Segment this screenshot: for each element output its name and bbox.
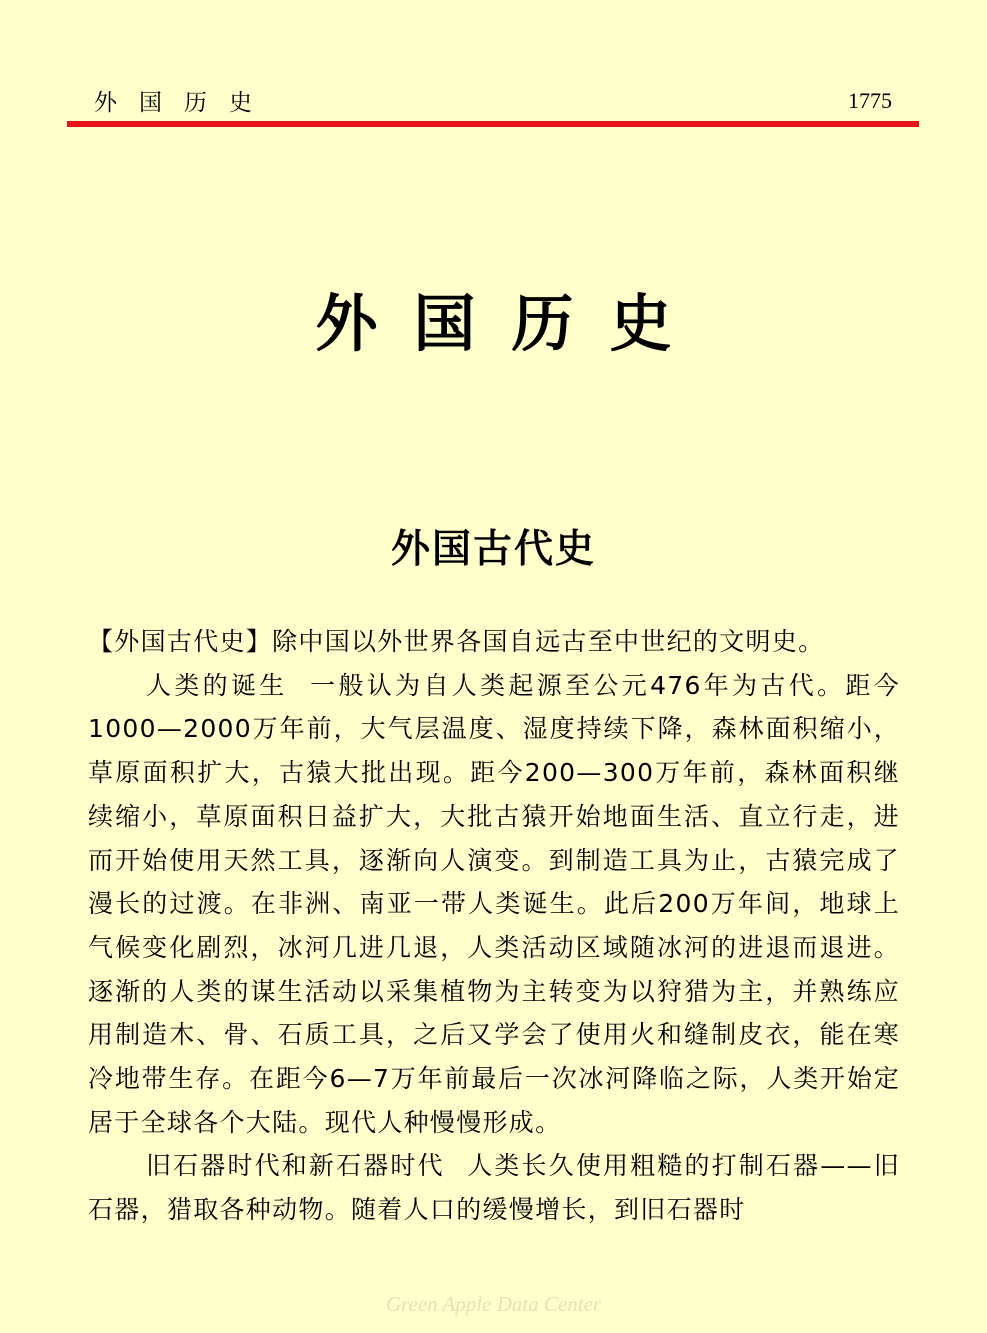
watermark: Green Apple Data Center [385, 1292, 602, 1316]
header-rule [67, 121, 919, 127]
paragraph-term: 旧石器时代和新石器时代 [146, 1151, 445, 1181]
paragraph-text: 人类长久使用粗糙的打制石器——旧石器，猎取各种动物。随着人口的缓慢增长，到旧石器时 [88, 1151, 900, 1225]
paragraph-term: 人类的诞生 [146, 670, 288, 700]
body-text [88, 620, 900, 1232]
running-head-title: 外国历史 [94, 90, 274, 116]
section-title: 外国古代史 [390, 527, 596, 573]
definition-paragraph: 【外国古代史】除中国以外世界各国自远古至中世纪的文明史。 [88, 627, 825, 656]
page-number: 1775 [848, 88, 892, 113]
paragraph-stone-age [88, 1144, 900, 1231]
paragraph-human-origin [88, 664, 900, 1145]
paragraph-text: 一般认为自人类起源至公元476年为古代。距今1000—2000万年前，大气层温度、湿度持续下降，森林面积缩小，草原面积扩大，古猿大批出现。距今200—300万年前，森林面积继续缩小，草原面积日益扩大，大批古猿开始地面生活、直立行走，进而开始使用天然工具，逐渐向人演变。到制造工具为止，古猿完成了漫长的过渡。在非洲、南亚一带人类诞生。此后200万年间，地球上气候变化剧烈，冰河几进几退，人类活动区域随冰河的进退而退进。逐渐的人类的谋生活动以采集植物为主转变为以狩猎为主，并熟练应用制造木、骨、石质工具，之后又学会了使用火和缝制皮衣，能在寒冷地带生存。在距今6—7万年前最后一次冰河降临之际，人类开始定居于全球各个大陆。现代人种慢慢形成。 [88, 670, 900, 1137]
main-title: 外国历史 [315, 286, 708, 360]
